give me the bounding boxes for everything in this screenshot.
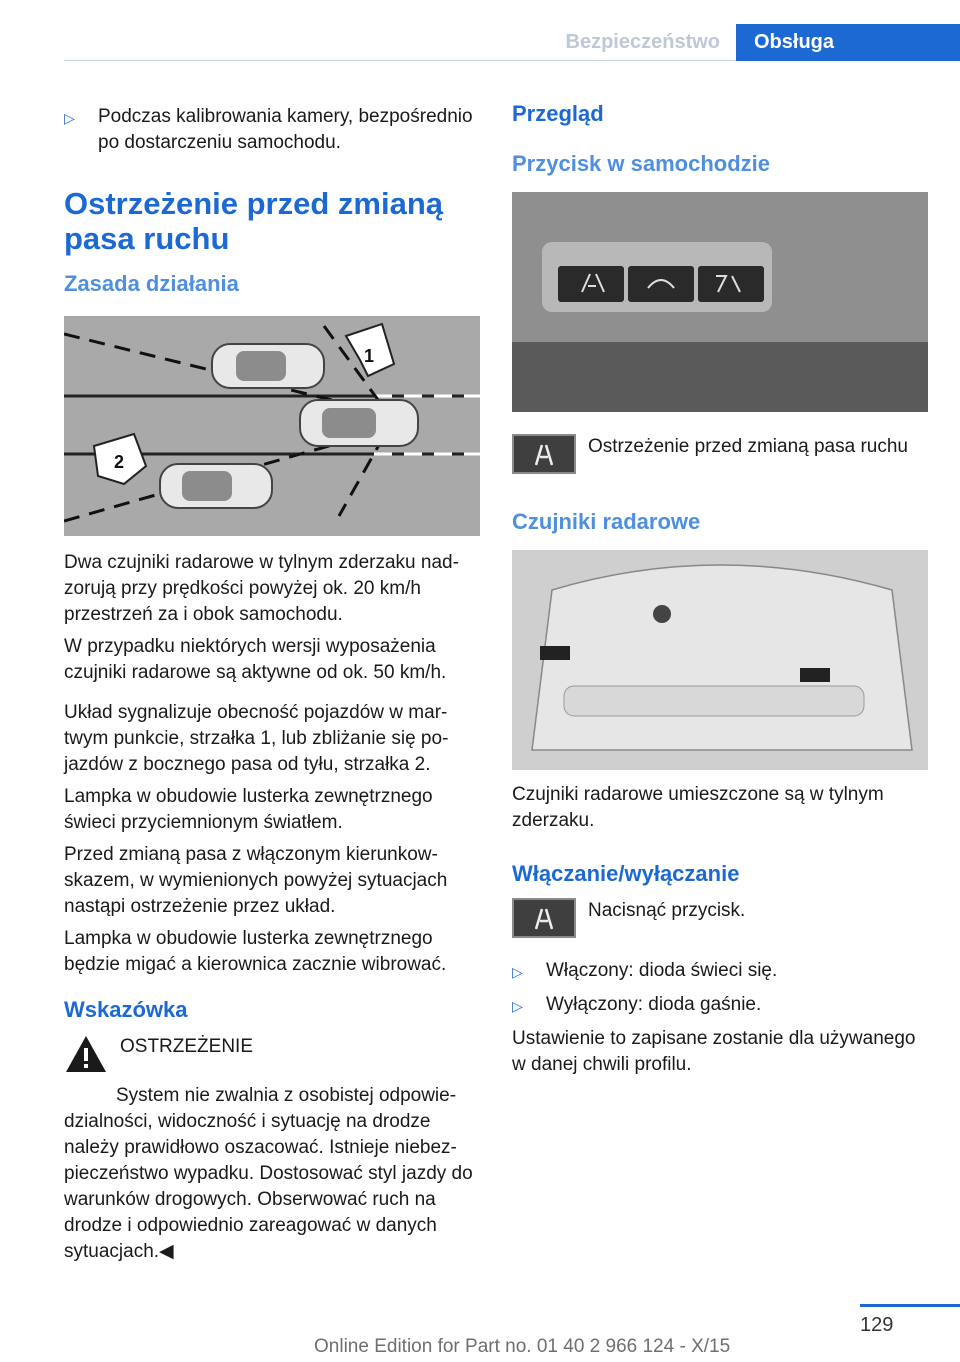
- section-title: Ostrzeżenie przed zmianą pasa ruchu: [64, 186, 444, 256]
- press-text: Nacisnąć przycisk.: [588, 900, 746, 921]
- road-diagram-svg: [64, 316, 480, 536]
- triangle-bullet-icon: ▷: [64, 110, 75, 126]
- radar-sensors-photo: [512, 550, 928, 770]
- warning-label: OSTRZEŻENIE: [120, 1036, 254, 1057]
- warning-text: System nie zwalnia z osobistej odpowiedzialności, widoczność i sytuację na drodze należy prawidłowo oszacować. Istnieje niebezpieczeństwo wypadku. Dostosować styl jazdy do warunków drogowych. Obserwować ruch na drodze i odpowiednio zareagować w danych sytuacjach.◀: [64, 1085, 473, 1262]
- button-legend: [512, 434, 930, 474]
- tab-obsluga[interactable]: Obsługa: [736, 24, 960, 61]
- overview-title: Przegląd: [512, 101, 604, 126]
- paragraph: Układ sygnalizuje obecność pojazdów w martwym punkcie, strzałka 1, lub zbliżanie się pojazdów z bocznego pasa od tyłu, strzałka 2.: [64, 702, 449, 775]
- lane-change-diagram: [64, 316, 480, 536]
- right-column: [512, 96, 930, 1078]
- warning-triangle-icon: [64, 1034, 110, 1079]
- list-item: [512, 992, 930, 1020]
- arrow-2-label: 2: [114, 452, 125, 472]
- final-paragraph: Ustawienie to zapisane zostanie dla używanego w danej chwili profilu.: [512, 1028, 916, 1075]
- lane-change-warning-icon: [512, 434, 576, 474]
- triangle-bullet-icon: ▷: [512, 998, 523, 1014]
- toggle-heading: Włączanie/wyłączanie: [512, 861, 740, 886]
- bullet-text: Włączony: dioda świeci się.: [546, 960, 778, 981]
- paragraph: W przypadku niektórych wersji wyposażenia czujniki radarowe są aktywne od ok. 50 km/h.: [64, 636, 447, 683]
- footer-rule: [860, 1304, 960, 1307]
- paragraph: Dwa czujniki radarowe w tylnym zderzaku nadzorują przy prędkości powyżej ok. 20 km/h przestrzeń za i obok samochodu.: [64, 552, 459, 625]
- page-number: 129: [860, 1314, 894, 1336]
- warning-block: [64, 1034, 482, 1265]
- subsection-title: Przycisk w samochodzie: [512, 151, 770, 176]
- edition-text: Online Edition for Part no. 01 40 2 966 124 - X/15: [314, 1336, 731, 1357]
- lane-change-warning-icon: [512, 898, 576, 938]
- paragraph: Lampka w obudowie lusterka zewnętrznego świeci przyciemnionym światłem.: [64, 786, 433, 833]
- tab-bezpieczenstwo[interactable]: Bezpieczeństwo: [565, 31, 720, 53]
- car-bottom: [160, 464, 272, 508]
- paragraph: Lampka w obudowie lusterka zewnętrznego będzie migać a kierownica zacznie wibrować.: [64, 928, 447, 975]
- bullet-text: Wyłączony: dioda gaśnie.: [546, 994, 762, 1015]
- list-item: [512, 958, 930, 986]
- bullet-text: Podczas kalibrowania kamery, bezpośrednio po dostarczeniu samochodu.: [98, 106, 473, 153]
- paragraph: Przed zmianą pasa z włączonym kierunkowskazem, w wymienionych powyżej sytuacjach nastąpi ostrzeżenie przez układ.: [64, 844, 448, 917]
- button-panel-photo: [512, 192, 928, 412]
- subsection-title: Czujniki radarowe: [512, 509, 701, 534]
- press-instruction: [512, 898, 930, 938]
- radar-caption: Czujniki radarowe umieszczone są w tylnym zderzaku.: [512, 784, 884, 831]
- arrow-1-label: 1: [364, 346, 375, 366]
- subsection-title: Zasada działania: [64, 271, 239, 296]
- list-item: [64, 104, 482, 156]
- car-top: [212, 344, 324, 388]
- left-column: [64, 96, 482, 1265]
- triangle-bullet-icon: ▷: [512, 964, 523, 980]
- button-caption: Ostrzeżenie przed zmianą pasa ruchu: [588, 436, 908, 457]
- car-middle: [300, 400, 418, 446]
- note-heading: Wskazówka: [64, 997, 188, 1022]
